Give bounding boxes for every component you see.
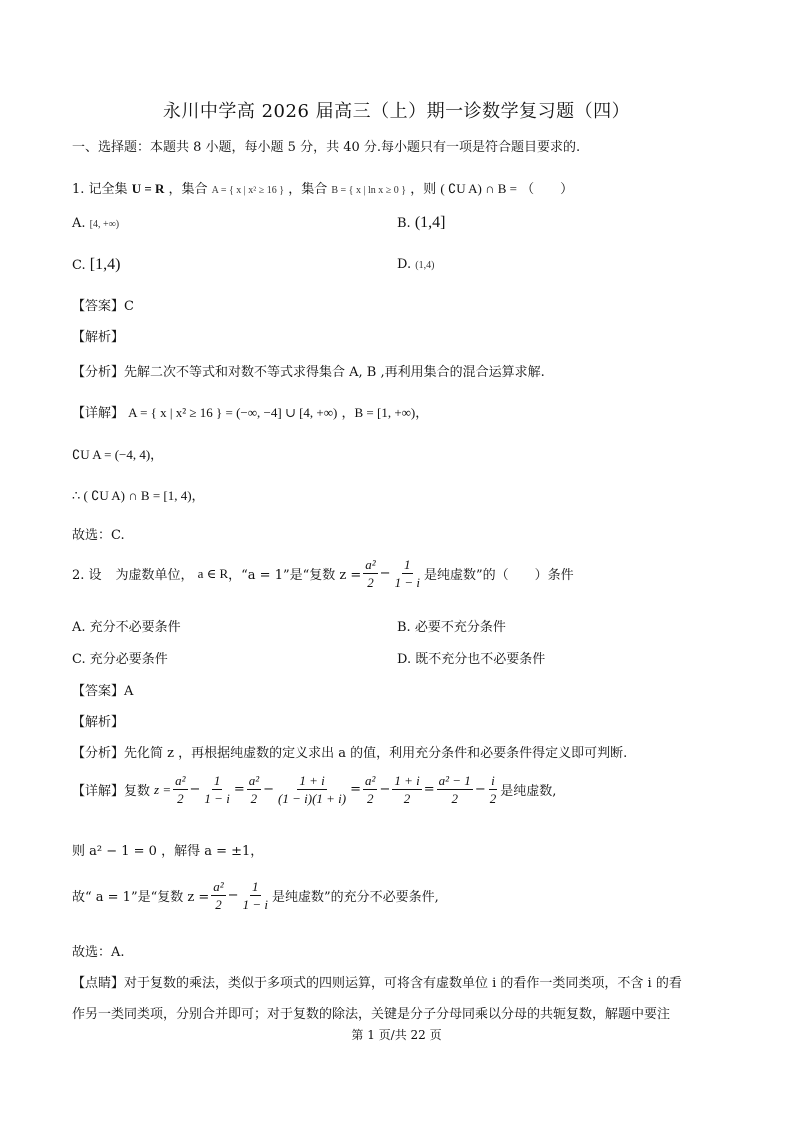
q1-option-b-value: (1,4] bbox=[414, 214, 446, 231]
question-1-stem bbox=[72, 178, 573, 197]
q2-option-b: B. 必要不充分条件 bbox=[397, 620, 506, 635]
q1-option-a-value: [4, +∞) bbox=[89, 219, 120, 230]
q1-detail-line-3: ∴ ( ∁U A) ∩ B = [1, 4)， bbox=[72, 488, 205, 503]
q1-option-c-value: [1,4) bbox=[89, 256, 121, 273]
q2-detail-frac-4-den: (1 − i)(1 + i) bbox=[278, 791, 347, 806]
q1-option-d bbox=[397, 257, 434, 272]
q1-option-b bbox=[397, 214, 445, 232]
q2-detail-label: 【详解】复数 bbox=[72, 784, 151, 799]
q2-note-line-1: 【点睛】对于复数的乘法，类似于多项式的四则运算，可将含有虚数单位 i 的看作一类同类项，不含 i 的看 bbox=[72, 976, 682, 991]
q2-option-d: D. 既不充分也不必要条件 bbox=[397, 652, 546, 667]
q1-set-b-solution: ，B = [1, +∞)， bbox=[341, 405, 429, 420]
q2-so-frac-1 bbox=[211, 878, 225, 913]
q1-expression: ( ∁U A) ∩ B = bbox=[440, 181, 517, 196]
q1-universal-set: U = R bbox=[131, 181, 165, 196]
q2-note-line-2: 作另一类同类项，分别合并即可；对于复数的除法，关键是分子分母同乘以分母的共轭复数，解题中要注 bbox=[72, 1007, 671, 1022]
q2-detail-frac-6-den: 2 bbox=[403, 791, 411, 806]
q2-then-line: 则 a² − 1 = 0 ，解得 a = ±1， bbox=[72, 844, 264, 859]
q2-a-in-r: a ∈ R bbox=[197, 565, 229, 581]
q2-fraction-2-num: 1 bbox=[404, 557, 411, 572]
q2-minus: − bbox=[379, 566, 391, 581]
q2-fraction-2 bbox=[393, 556, 422, 591]
page-title: 永川中学高 2026 届高三（上）期一诊数学复习题（四） bbox=[162, 101, 631, 122]
q1-set-a-solution: A = { x | x² ≥ 16 } = (−∞, −4] ∪ [4, +∞) bbox=[128, 405, 338, 420]
q1-detail-line-1 bbox=[72, 402, 428, 421]
q1-detail-line-2: ∁U A = (−4, 4)， bbox=[72, 447, 164, 462]
q1-set-b: B = { x | ln x ≥ 0 } bbox=[331, 185, 407, 196]
q1-set-b-label: ，集合 bbox=[288, 182, 328, 197]
q2-analysis-heading: 【解析】 bbox=[72, 715, 125, 730]
q2-text-3: 是纯虚数”的（ ）条件 bbox=[423, 568, 574, 583]
q2-detail-frac-5 bbox=[363, 772, 377, 807]
q1-option-d-value: (1,4) bbox=[415, 260, 435, 271]
q1-option-a-label: A. bbox=[72, 216, 86, 231]
q2-so-frac-2 bbox=[241, 878, 270, 913]
q1-set-a: A = { x | x² ≥ 16 } bbox=[211, 185, 285, 196]
q2-so-frac-2-den: 1 − i bbox=[242, 897, 268, 912]
q2-so-prefix: 故“ a = 1”是“复数 z = bbox=[72, 890, 210, 905]
q2-option-a: A. 充分不必要条件 bbox=[72, 620, 181, 635]
q1-analysis-summary: 【分析】先解二次不等式和对数不等式求得集合 A, B ,再利用集合的混合运算求解. bbox=[72, 365, 545, 380]
q1-prefix: 1. 记全集 bbox=[72, 182, 128, 197]
q1-detail-label: 【详解】 bbox=[72, 406, 125, 421]
q2-fraction-1-num: a² bbox=[365, 557, 376, 572]
section-heading: 一、选择题：本题共 8 小题，每小题 5 分，共 40 分.每小题只有一项是符合题目要求的. bbox=[72, 140, 581, 155]
q2-option-c: C. 充分必要条件 bbox=[72, 652, 168, 667]
q2-so-suffix: 是纯虚数”的充分不必要条件, bbox=[271, 890, 439, 905]
q2-so-frac-1-den: 2 bbox=[215, 897, 222, 912]
question-2-stem bbox=[72, 556, 574, 591]
q2-detail-frac-1-den: 2 bbox=[177, 791, 184, 806]
q1-analysis-heading: 【解析】 bbox=[72, 330, 125, 345]
q2-detail-frac-3 bbox=[247, 772, 261, 807]
q2-fraction-2-den: 1 − i bbox=[394, 575, 420, 590]
q2-detail-frac-3-num: a² bbox=[248, 773, 260, 788]
q1-blank: （ ） bbox=[521, 182, 574, 197]
q2-detail-frac-7-num: a² − 1 bbox=[438, 773, 471, 788]
q2-detail-frac-4 bbox=[276, 772, 348, 807]
q2-detail-frac-3-den: 2 bbox=[250, 791, 258, 806]
q1-option-c bbox=[72, 256, 120, 274]
q2-detail-frac-1-num: a² bbox=[175, 773, 186, 788]
q1-option-b-label: B. bbox=[397, 216, 411, 231]
q2-conclusion: 故选：A. bbox=[72, 945, 125, 960]
q1-option-c-label: C. bbox=[72, 258, 86, 273]
q1-answer: 【答案】C bbox=[72, 299, 134, 314]
q2-detail-end: 是纯虚数, bbox=[500, 784, 557, 799]
q1-then: ，则 bbox=[410, 182, 437, 197]
q2-detail-z: z = bbox=[154, 781, 172, 797]
q1-option-a bbox=[72, 216, 119, 231]
q2-detail-frac-1 bbox=[173, 772, 187, 807]
q1-option-d-label: D. bbox=[397, 257, 412, 272]
q2-detail-frac-2 bbox=[202, 772, 231, 807]
q2-detail-frac-6 bbox=[392, 772, 421, 807]
q2-detail-frac-8 bbox=[488, 772, 499, 807]
q2-detail-frac-2-num: 1 bbox=[213, 773, 221, 788]
q2-detail-frac-6-num: 1 + i bbox=[394, 773, 420, 788]
q2-fraction-1 bbox=[363, 556, 377, 591]
q2-so-line: 故“ a = 1”是“复数 z = $\frac{\text{a²}}{2}$ − $\frac{1}{1 - i}$ 是纯虚数”的充分不必要条件, bbox=[72, 879, 439, 912]
q2-detail-frac-8-num: i bbox=[491, 773, 495, 788]
q2-detail-frac-7-den: 2 bbox=[451, 791, 458, 806]
q2-so-frac-2-num: 1 bbox=[252, 879, 259, 894]
q2-text-2: ，“a = 1”是“复数 z = bbox=[228, 568, 362, 583]
q2-detail-frac-2-den: 1 − i bbox=[204, 791, 230, 806]
q2-so-frac-1-num: a² bbox=[213, 879, 224, 894]
q2-detail-line: 【详解】复数 z = $\frac{\text{a²}}{2}$ − $\frac{1}{1 - i}$ = $\frac{\text{a²}}{2}$ − $\frac{1 + i}{(1 - i)(1 + i)}$ = $\frac{\text{a²}}{2}$ − $\frac{1 + i}{2}$ = $\frac{\text{a² − 1}}{2}$ − $\frac{i}{2}$ 是纯虚数, bbox=[72, 773, 557, 806]
q1-conclusion: 故选：C. bbox=[72, 528, 125, 543]
q2-detail-frac-5-num: a² bbox=[365, 773, 376, 788]
q2-detail-frac-7 bbox=[437, 772, 473, 807]
q2-fraction-1-den: 2 bbox=[367, 575, 374, 590]
q1-set-a-label: ，集合 bbox=[168, 182, 208, 197]
page-footer: 第 1 页/共 22 页 bbox=[351, 1028, 442, 1042]
q2-text-1: 为虚数单位， bbox=[115, 568, 194, 583]
q2-prefix: 2. 设 bbox=[72, 568, 102, 583]
q2-analysis-summary: 【分析】先化简 z ，再根据纯虚数的定义求出 a 的值，利用充分条件和必要条件得定义即可判断. bbox=[72, 746, 628, 761]
q2-detail-frac-4-num: 1 + i bbox=[299, 773, 325, 788]
q2-detail-frac-5-den: 2 bbox=[366, 791, 374, 806]
q2-detail-frac-8-den: 2 bbox=[489, 791, 497, 806]
q2-answer: 【答案】A bbox=[72, 684, 134, 699]
